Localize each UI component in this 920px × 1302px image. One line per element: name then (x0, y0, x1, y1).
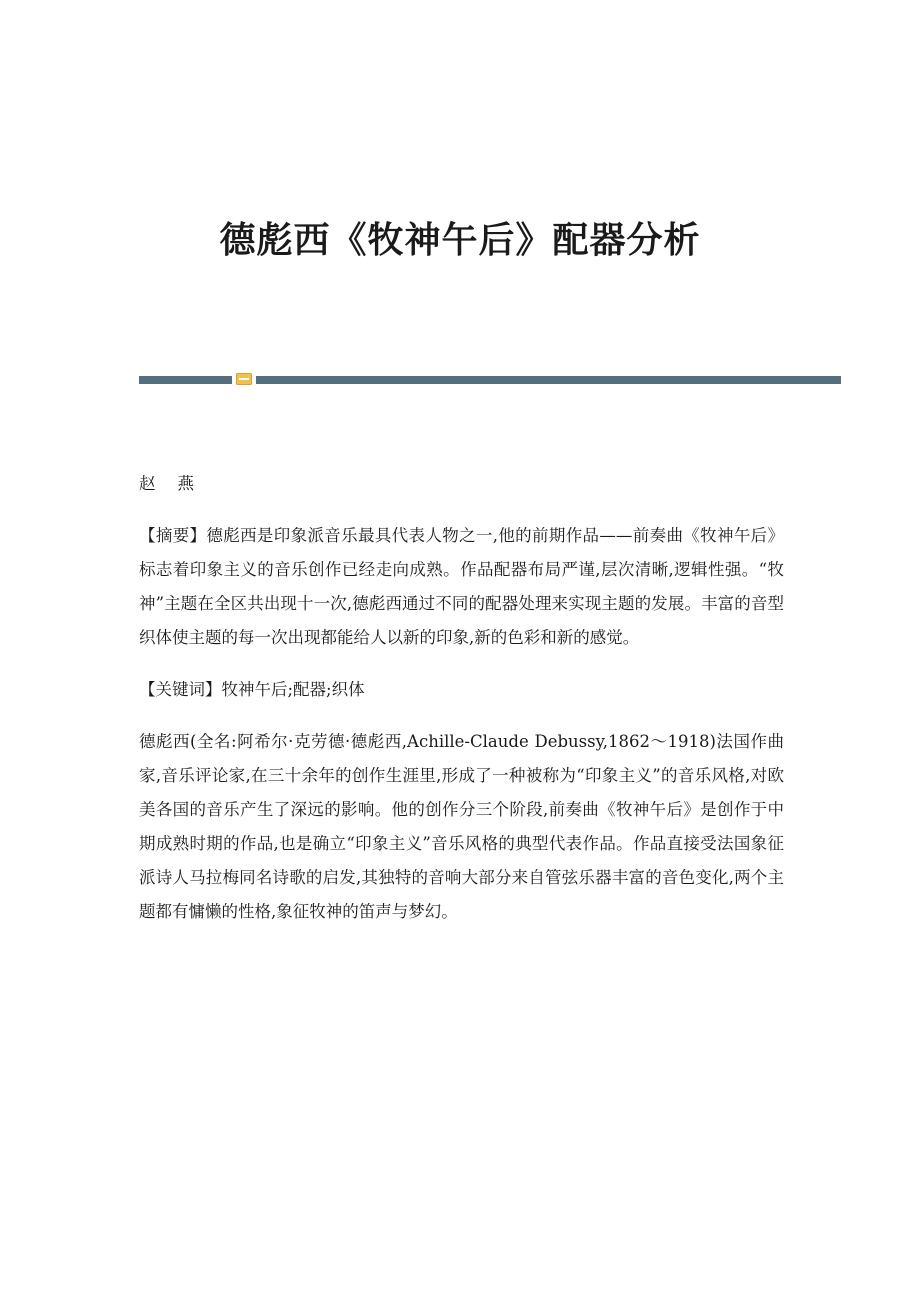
title-divider (139, 372, 841, 386)
document-title: 德彪西《牧神午后》配器分析 (219, 219, 701, 261)
abstract-label: 【摘要】 (139, 526, 207, 545)
author-surname: 赵 (139, 474, 156, 493)
divider-emblem-icon (236, 373, 252, 385)
keywords-paragraph (139, 673, 784, 707)
body-paragraph: 德彪西(全名:阿希尔·克劳德·德彪西,Achille-Claude Debussy,1862～1918)法国作曲家,音乐评论家,在三十余年的创作生涯里,形成了一种被称为“印象主义”的音乐风格,对欧美各国的音乐产生了深远的影响。他的创作分三个阶段,前奏曲《牧神午后》是创作于中期成熟时期的作品,也是确立“印象主义”音乐风格的典型代表作品。作品直接受法国象征派诗人马拉梅同名诗歌的启发,其独特的音响大部分来自管弦乐器丰富的音色变化,两个主题都有慵懒的性格,象征牧神的笛声与梦幻。 (139, 732, 784, 921)
divider-bar-left (139, 376, 232, 384)
document-body (139, 467, 784, 947)
abstract-paragraph (139, 519, 784, 655)
keywords-text: 牧神午后;配器;织体 (221, 680, 365, 699)
author-given-name: 燕 (177, 474, 194, 493)
keywords-label: 【关键词】 (139, 680, 222, 699)
divider-bar-right (256, 376, 841, 384)
abstract-text: 德彪西是印象派音乐最具代表人物之一,他的前期作品——前奏曲《牧神午后》标志着印象主义的音乐创作已经走向成熟。作品配器布局严谨,层次清晰,逻辑性强。“牧神”主题在全区共出现十一次,德彪西通过不同的配器处理来实现主题的发展。丰富的音型织体使主题的每一次出现都能给人以新的印象,新的色彩和新的感觉。 (139, 526, 785, 647)
author-line (139, 467, 784, 501)
